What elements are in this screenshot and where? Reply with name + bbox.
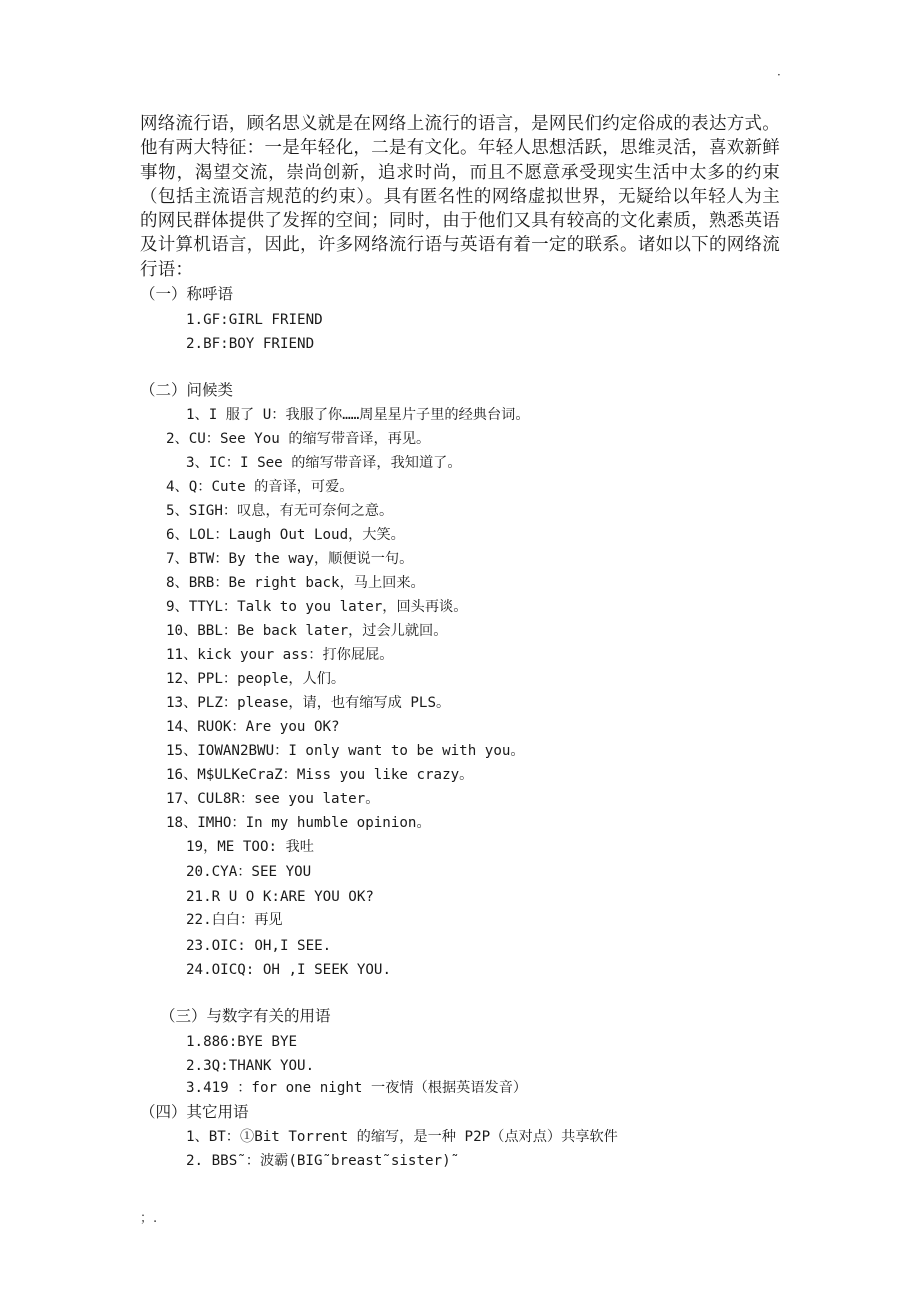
page-footer-mark: ；. <box>140 1211 158 1226</box>
list-item: 1、BT：①Bit Torrent 的缩写，是一种 P2P（点对点）共享软件 <box>186 1129 618 1145</box>
list-item: 18、IMHO：In my humble opinion。 <box>166 815 431 831</box>
list-item: 17、CUL8R：see you later。 <box>166 791 380 807</box>
section-heading-greetings: （二）问候类 <box>140 381 234 399</box>
list-item: 2. BBS˜：波霸(BIG˜breast˜sister)˜ <box>186 1153 460 1169</box>
list-item: 10、BBL：Be back later，过会儿就回。 <box>166 623 448 639</box>
list-item: 15、IOWAN2BWU：I only want to be with you。 <box>166 743 525 759</box>
list-item: 1、I 服了 U：我服了你……周星星片子里的经典台词。 <box>186 407 530 423</box>
list-item: 12、PPL：people，人们。 <box>166 671 346 687</box>
list-item: 22.白白：再见 <box>186 912 283 928</box>
list-item: 2、CU：See You 的缩写带音译，再见。 <box>166 431 431 447</box>
list-item: 2.3Q:THANK YOU. <box>186 1058 315 1074</box>
list-item: 7、BTW：By the way，顺便说一句。 <box>166 551 414 567</box>
list-item: 21.R U O K:ARE YOU OK? <box>186 889 374 905</box>
list-item: 23.OIC: OH,I SEE. <box>186 938 332 954</box>
list-item: 20.CYA：SEE YOU <box>186 864 312 880</box>
list-item: 19，ME TOO: 我吐 <box>186 839 314 855</box>
section-heading-appellation: （一）称呼语 <box>140 285 234 303</box>
section-heading-numbers: （三）与数字有关的用语 <box>160 1007 331 1025</box>
list-item: 24.OICQ: OH ,I SEEK YOU. <box>186 962 391 978</box>
list-item: 6、LOL：Laugh Out Loud，大笑。 <box>166 527 405 543</box>
list-item: 3、IC：I See 的缩写带音译，我知道了。 <box>186 455 462 471</box>
list-item: 11、kick your ass：打你屁屁。 <box>166 647 394 663</box>
list-item: 2.BF:BOY FRIEND <box>186 336 315 352</box>
list-item: 4、Q：Cute 的音译，可爱。 <box>166 479 354 495</box>
section-heading-others: （四）其它用语 <box>140 1103 249 1121</box>
list-item: 16、M$ULKeCraZ：Miss you like crazy。 <box>166 767 474 783</box>
list-item: 3.419 ：for one night 一夜情（根据英语发音） <box>186 1080 528 1096</box>
page-corner-mark: · <box>777 68 781 82</box>
list-item: 13、PLZ：please，请，也有缩写成 PLS。 <box>166 695 451 711</box>
list-item: 5、SIGH：叹息，有无可奈何之意。 <box>166 503 394 519</box>
list-item: 8、BRB：Be right back，马上回来。 <box>166 575 425 591</box>
intro-paragraph: 网络流行语，顾名思义就是在网络上流行的语言，是网民们约定俗成的表达方式。他有两大特征：一是年轻化，二是有文化。年轻人思想活跃，思维灵活，喜欢新鲜事物，渴望交流，崇尚创新，追求时尚，而且不愿意承受现实生活中太多的约束（包括主流语言规范的约束）。具有匿名性的网络虚拟世界，无疑给以年轻人为主的网民群体提供了发挥的空间；同时，由于他们又具有较高的文化素质，熟悉英语及计算机语言，因此，许多网络流行语与英语有着一定的联系。诸如以下的网络流行语： <box>140 114 780 280</box>
list-item: 14、RUOK：Are you OK? <box>166 719 340 735</box>
list-item: 1.886:BYE BYE <box>186 1034 298 1050</box>
list-item: 1.GF:GIRL FRIEND <box>186 312 323 328</box>
list-item: 9、TTYL：Talk to you later，回头再谈。 <box>166 599 468 615</box>
